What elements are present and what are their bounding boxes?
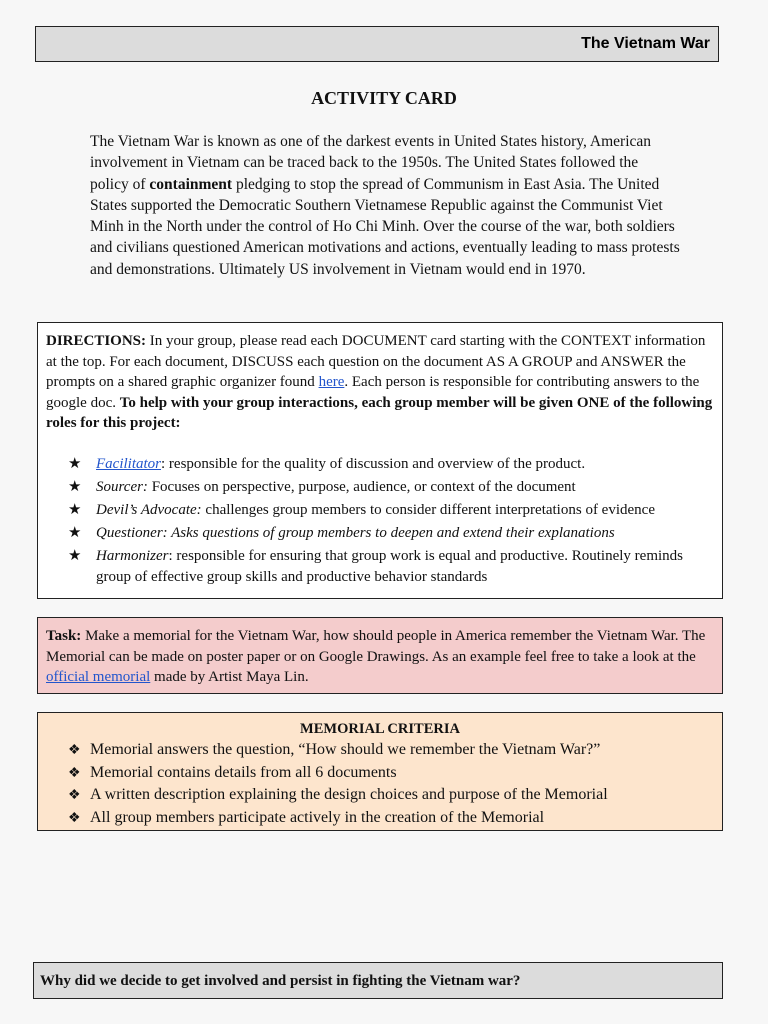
directions-text-2: . Each person is responsible for contributing answers to the google doc. [46,374,700,411]
official-memorial-link[interactable]: official memorial [46,669,151,686]
star-icon: ★ [68,455,82,472]
criteria-item [68,739,714,762]
roles-list [46,454,714,588]
star-icon: ★ [68,502,82,519]
intro-text-1: The Vietnam War is known as one of the darkest events in United States history, American involvement in Vietnam can be traced back to the 1950s. The United States followed the policy of [90,133,652,193]
directions-label: DIRECTIONS: [46,333,147,349]
role-name: Sourcer: [96,479,148,496]
diamond-bullet-icon: ❖ [68,765,81,781]
star-icon: ★ [68,548,82,565]
role-desc: challenges group members to consider different interpretations of evidence [201,502,655,519]
criteria-item [68,762,714,785]
diamond-bullet-icon: ❖ [68,743,81,758]
graphic-organizer-link[interactable]: here [318,374,345,391]
star-icon: ★ [68,479,82,496]
header-bar [35,26,719,62]
header-title: The Vietnam War [581,35,710,52]
directions-paragraph [46,331,714,434]
intro-paragraph [90,131,680,280]
role-name: Harmonizer [96,548,169,565]
criteria-text: All group members participate actively in the creation of the Memorial [90,808,545,826]
essential-question: Why did we decide to get involved and persist in fighting the Vietnam war? [40,973,521,989]
role-questioner [68,523,714,544]
criteria-text: Memorial contains details from all 6 documents [90,763,397,781]
role-desc: : responsible for the quality of discussion and overview of the product. [161,455,586,472]
directions-bold: To help with your group interactions, each group member will be given ONE of the following roles for this project: [46,394,713,432]
diamond-bullet-icon: ❖ [68,788,81,803]
role-desc: : responsible for ensuring that group work is equal and productive. Routinely reminds group of effective group skills and productive behavior standards [96,548,683,585]
star-icon: ★ [68,525,82,542]
role-devils-advocate [68,500,714,521]
task-text-2: made by Artist Maya Lin. [150,669,309,686]
criteria-list [46,739,714,829]
criteria-item [68,807,714,830]
card-title: ACTIVITY CARD [311,88,457,108]
facilitator-link[interactable]: Facilitator [96,455,161,472]
criteria-title: MEMORIAL CRITERIA [300,721,460,737]
task-label: Task: [46,628,82,644]
role-sourcer [68,477,714,498]
criteria-item [68,784,714,807]
essential-question-box [33,962,723,999]
role-facilitator [68,454,714,475]
task-text-1: Make a memorial for the Vietnam War, how should people in America remember the Vietnam War. The Memorial can be made on poster paper or on Google Drawings. As an example feel free to take a look at the [46,628,706,665]
role-harmonizer [68,546,714,587]
diamond-bullet-icon: ❖ [68,810,81,826]
intro-text-2: pledging to stop the spread of Communism in East Asia. The United States supported the Democratic Southern Vietnamese Republic against the Communist Viet Minh in the North under the control of Ho Chi Minh. Over the course of the war, both soldiers and civilians questioned American motivations and actions, eventually leading to mass protests and demonstrations. Ultimately US involvement in Vietnam would end in 1970. [90,175,680,278]
role-name: Questioner: Asks questions of group members to deepen and extend their explanations [96,525,615,542]
role-desc: Focuses on perspective, purpose, audience, or context of the document [147,479,576,496]
directions-text-1: In your group, please read each DOCUMENT card starting with the CONTEXT information at the top. For each document, DISCUSS each question on the document AS A GROUP and ANSWER the prompts on a shared graphic organizer found [46,333,706,391]
role-name: Devil’s Advocate: [96,502,202,519]
criteria-box [37,712,723,831]
directions-box [37,322,723,599]
task-box [37,617,723,694]
intro-bold-term: containment [149,175,233,193]
criteria-text: A written description explaining the design choices and purpose of the Memorial [90,786,608,803]
criteria-text: Memorial answers the question, “How should we remember the Vietnam War?” [90,741,601,758]
